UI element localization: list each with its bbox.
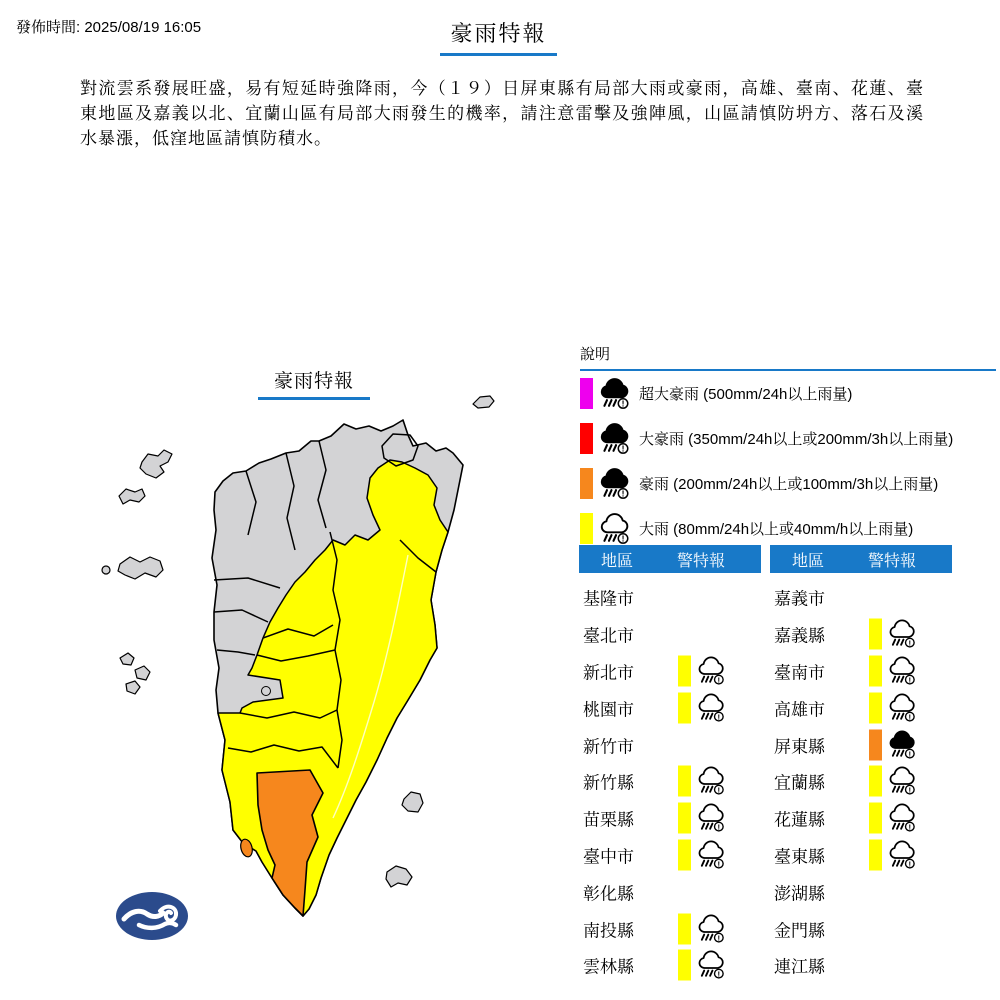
map-island-penghu-7 [126,681,140,694]
svg-text:!: ! [717,933,721,943]
region-row [770,579,952,616]
heavy-rain-cloud-icon [598,512,632,546]
warning-color-swatch [678,950,691,981]
warning-color-swatch [678,803,691,834]
warning-color-swatch [580,378,593,409]
region-name: 宜蘭縣 [774,773,825,793]
table-header [579,545,761,573]
region-row [770,800,952,837]
warning-color-swatch [678,913,691,944]
heavy-rain-cloud-icon [696,655,727,686]
warning-badge-heavy-rain [869,619,918,650]
region-row [770,763,952,800]
warning-badge-heavy-rain [678,913,727,944]
warning-badge-heavy-rain [678,950,727,981]
map-gray-enclave [262,687,271,696]
warning-color-swatch [678,766,691,797]
column-header-warning: 警特報 [677,552,726,570]
legend-heading: 說明 [580,343,996,371]
map-title: 豪雨特報 [258,366,370,400]
svg-text:!: ! [621,488,625,499]
heavy-rain-cloud-icon [887,655,918,686]
region-row [579,910,761,947]
warning-color-swatch [580,423,593,454]
region-name: 雲林縣 [583,957,634,977]
legend-item-torrential-rain [580,462,996,507]
warning-color-swatch [580,468,593,499]
warning-badge-heavy-rain [869,839,918,870]
region-name: 桃園市 [583,700,634,720]
region-name: 基隆市 [583,589,634,609]
heavy-rain-cloud-icon [696,913,727,944]
svg-text:!: ! [908,712,912,722]
warning-badge-heavy-rain [869,655,918,686]
heavy-rain-cloud-icon [887,839,918,870]
map-island-northeast [473,396,494,408]
region-row [579,763,761,800]
legend-item-extreme-torrential-rain [580,372,996,417]
region-row [579,837,761,874]
advisory-text: 對流雲系發展旺盛，易有短延時強降雨，今（１９）日屏東縣有局部大雨或豪雨，高雄、臺南、花蓮、臺東地區及嘉義以北、宜蘭山區有局部大雨發生的機率，請注意雷擊及強陣風，山區請慎防坍方、落石及溪水暴漲，低窪地區請慎防積水。 [80,79,924,148]
region-name: 臺北市 [583,626,634,646]
svg-text:!: ! [621,533,625,544]
region-name: 新竹縣 [583,773,634,793]
map-island-penghu-2 [119,489,145,504]
region-name: 臺東縣 [774,847,825,867]
warning-table-left [579,545,761,984]
region-row [579,653,761,690]
region-name: 南投縣 [583,921,634,941]
heavy-rain-cloud-icon [887,619,918,650]
torrential-rain-cloud-icon [598,422,632,456]
region-name: 臺中市 [583,847,634,867]
region-name: 苗栗縣 [583,810,634,830]
warning-color-swatch [869,839,882,870]
region-name: 彰化縣 [583,884,634,904]
map-island-penghu-3 [118,557,163,579]
map-island-penghu-5 [120,653,134,665]
legend-label: 超大豪雨 (500mm/24h以上雨量) [639,386,853,404]
warning-color-swatch [678,655,691,686]
heavy-rain-cloud-icon [696,766,727,797]
region-name: 嘉義市 [774,589,825,609]
map-island-orchid-island [386,866,412,887]
svg-text:!: ! [908,749,912,759]
column-header-region: 地區 [792,552,825,570]
svg-text:!: ! [908,859,912,869]
region-name: 新北市 [583,663,634,683]
warning-table-right [770,545,952,984]
svg-text:!: ! [717,859,721,869]
region-row [770,689,952,726]
region-row [770,616,952,653]
warning-color-swatch [678,839,691,870]
svg-text:!: ! [908,675,912,685]
region-row [770,653,952,690]
warning-color-swatch [869,766,882,797]
svg-text:!: ! [717,712,721,722]
region-name: 花蓮縣 [774,810,825,830]
region-row [770,837,952,874]
svg-text:!: ! [717,675,721,685]
cwb-logo [116,892,188,940]
svg-text:!: ! [621,398,625,409]
map-island-green-island [402,792,423,812]
column-header-warning: 警特報 [868,552,917,570]
svg-text:!: ! [908,785,912,795]
warning-color-swatch [869,729,882,760]
heavy-rain-cloud-icon [696,839,727,870]
svg-text:!: ! [908,822,912,832]
warning-badge-heavy-rain [678,803,727,834]
region-name: 嘉義縣 [774,626,825,646]
legend-rows [580,372,996,552]
svg-text:!: ! [621,443,625,454]
heavy-rain-cloud-icon [696,692,727,723]
torrential-rain-cloud-icon [598,467,632,501]
warning-color-swatch [580,513,593,544]
taiwan-warning-map [90,350,510,1000]
page-title: 豪雨特報 [440,17,557,56]
heavy-rain-cloud-icon [696,803,727,834]
map-island-penghu-1 [140,450,172,478]
region-row [579,947,761,984]
region-row [770,873,952,910]
warning-color-swatch [678,692,691,723]
region-name: 新竹市 [583,737,634,757]
region-name: 金門縣 [774,921,825,941]
torrential-rain-cloud-icon [887,729,918,760]
warning-color-swatch [869,655,882,686]
warning-color-swatch [869,803,882,834]
region-name: 連江縣 [774,957,825,977]
region-row [579,579,761,616]
region-name: 臺南市 [774,663,825,683]
warning-badge-heavy-rain [869,803,918,834]
legend-label: 豪雨 (200mm/24h以上或100mm/3h以上雨量) [639,476,939,494]
map-island-penghu-4 [102,566,110,574]
region-row [579,873,761,910]
warning-badge-heavy-rain [869,692,918,723]
map-island-penghu-6 [135,666,150,680]
legend-label: 大雨 (80mm/24h以上或40mm/h以上雨量) [639,521,914,539]
region-row [770,726,952,763]
region-name: 澎湖縣 [774,884,825,904]
heavy-rain-cloud-icon [696,950,727,981]
table-right-rows [770,579,952,984]
svg-text:!: ! [717,969,721,979]
warning-badge-heavy-rain [678,692,727,723]
region-row [579,726,761,763]
svg-text:!: ! [908,638,912,648]
warning-badge-torrential-rain [869,729,918,760]
legend-panel [580,343,996,551]
warning-badge-heavy-rain [678,839,727,870]
table-header [770,545,952,573]
heavy-rain-cloud-icon [887,803,918,834]
table-left-rows [579,579,761,984]
region-row [770,910,952,947]
warning-color-swatch [869,692,882,723]
warning-badge-heavy-rain [678,655,727,686]
torrential-rain-cloud-icon [598,377,632,411]
heavy-rain-cloud-icon [887,766,918,797]
heavy-rain-cloud-icon [887,692,918,723]
warning-color-swatch [869,619,882,650]
region-row [579,616,761,653]
region-row [579,689,761,726]
legend-item-severe-torrential-rain [580,417,996,462]
svg-text:!: ! [717,785,721,795]
publish-time: 發佈時間: 2025/08/19 16:05 [16,19,202,36]
region-row [579,800,761,837]
column-header-region: 地區 [601,552,634,570]
region-name: 屏東縣 [774,737,825,757]
region-name: 高雄市 [774,700,825,720]
warning-badge-heavy-rain [869,766,918,797]
legend-label: 大豪雨 (350mm/24h以上或200mm/3h以上雨量) [639,431,954,449]
svg-text:!: ! [717,822,721,832]
warning-badge-heavy-rain [678,766,727,797]
region-row [770,947,952,984]
